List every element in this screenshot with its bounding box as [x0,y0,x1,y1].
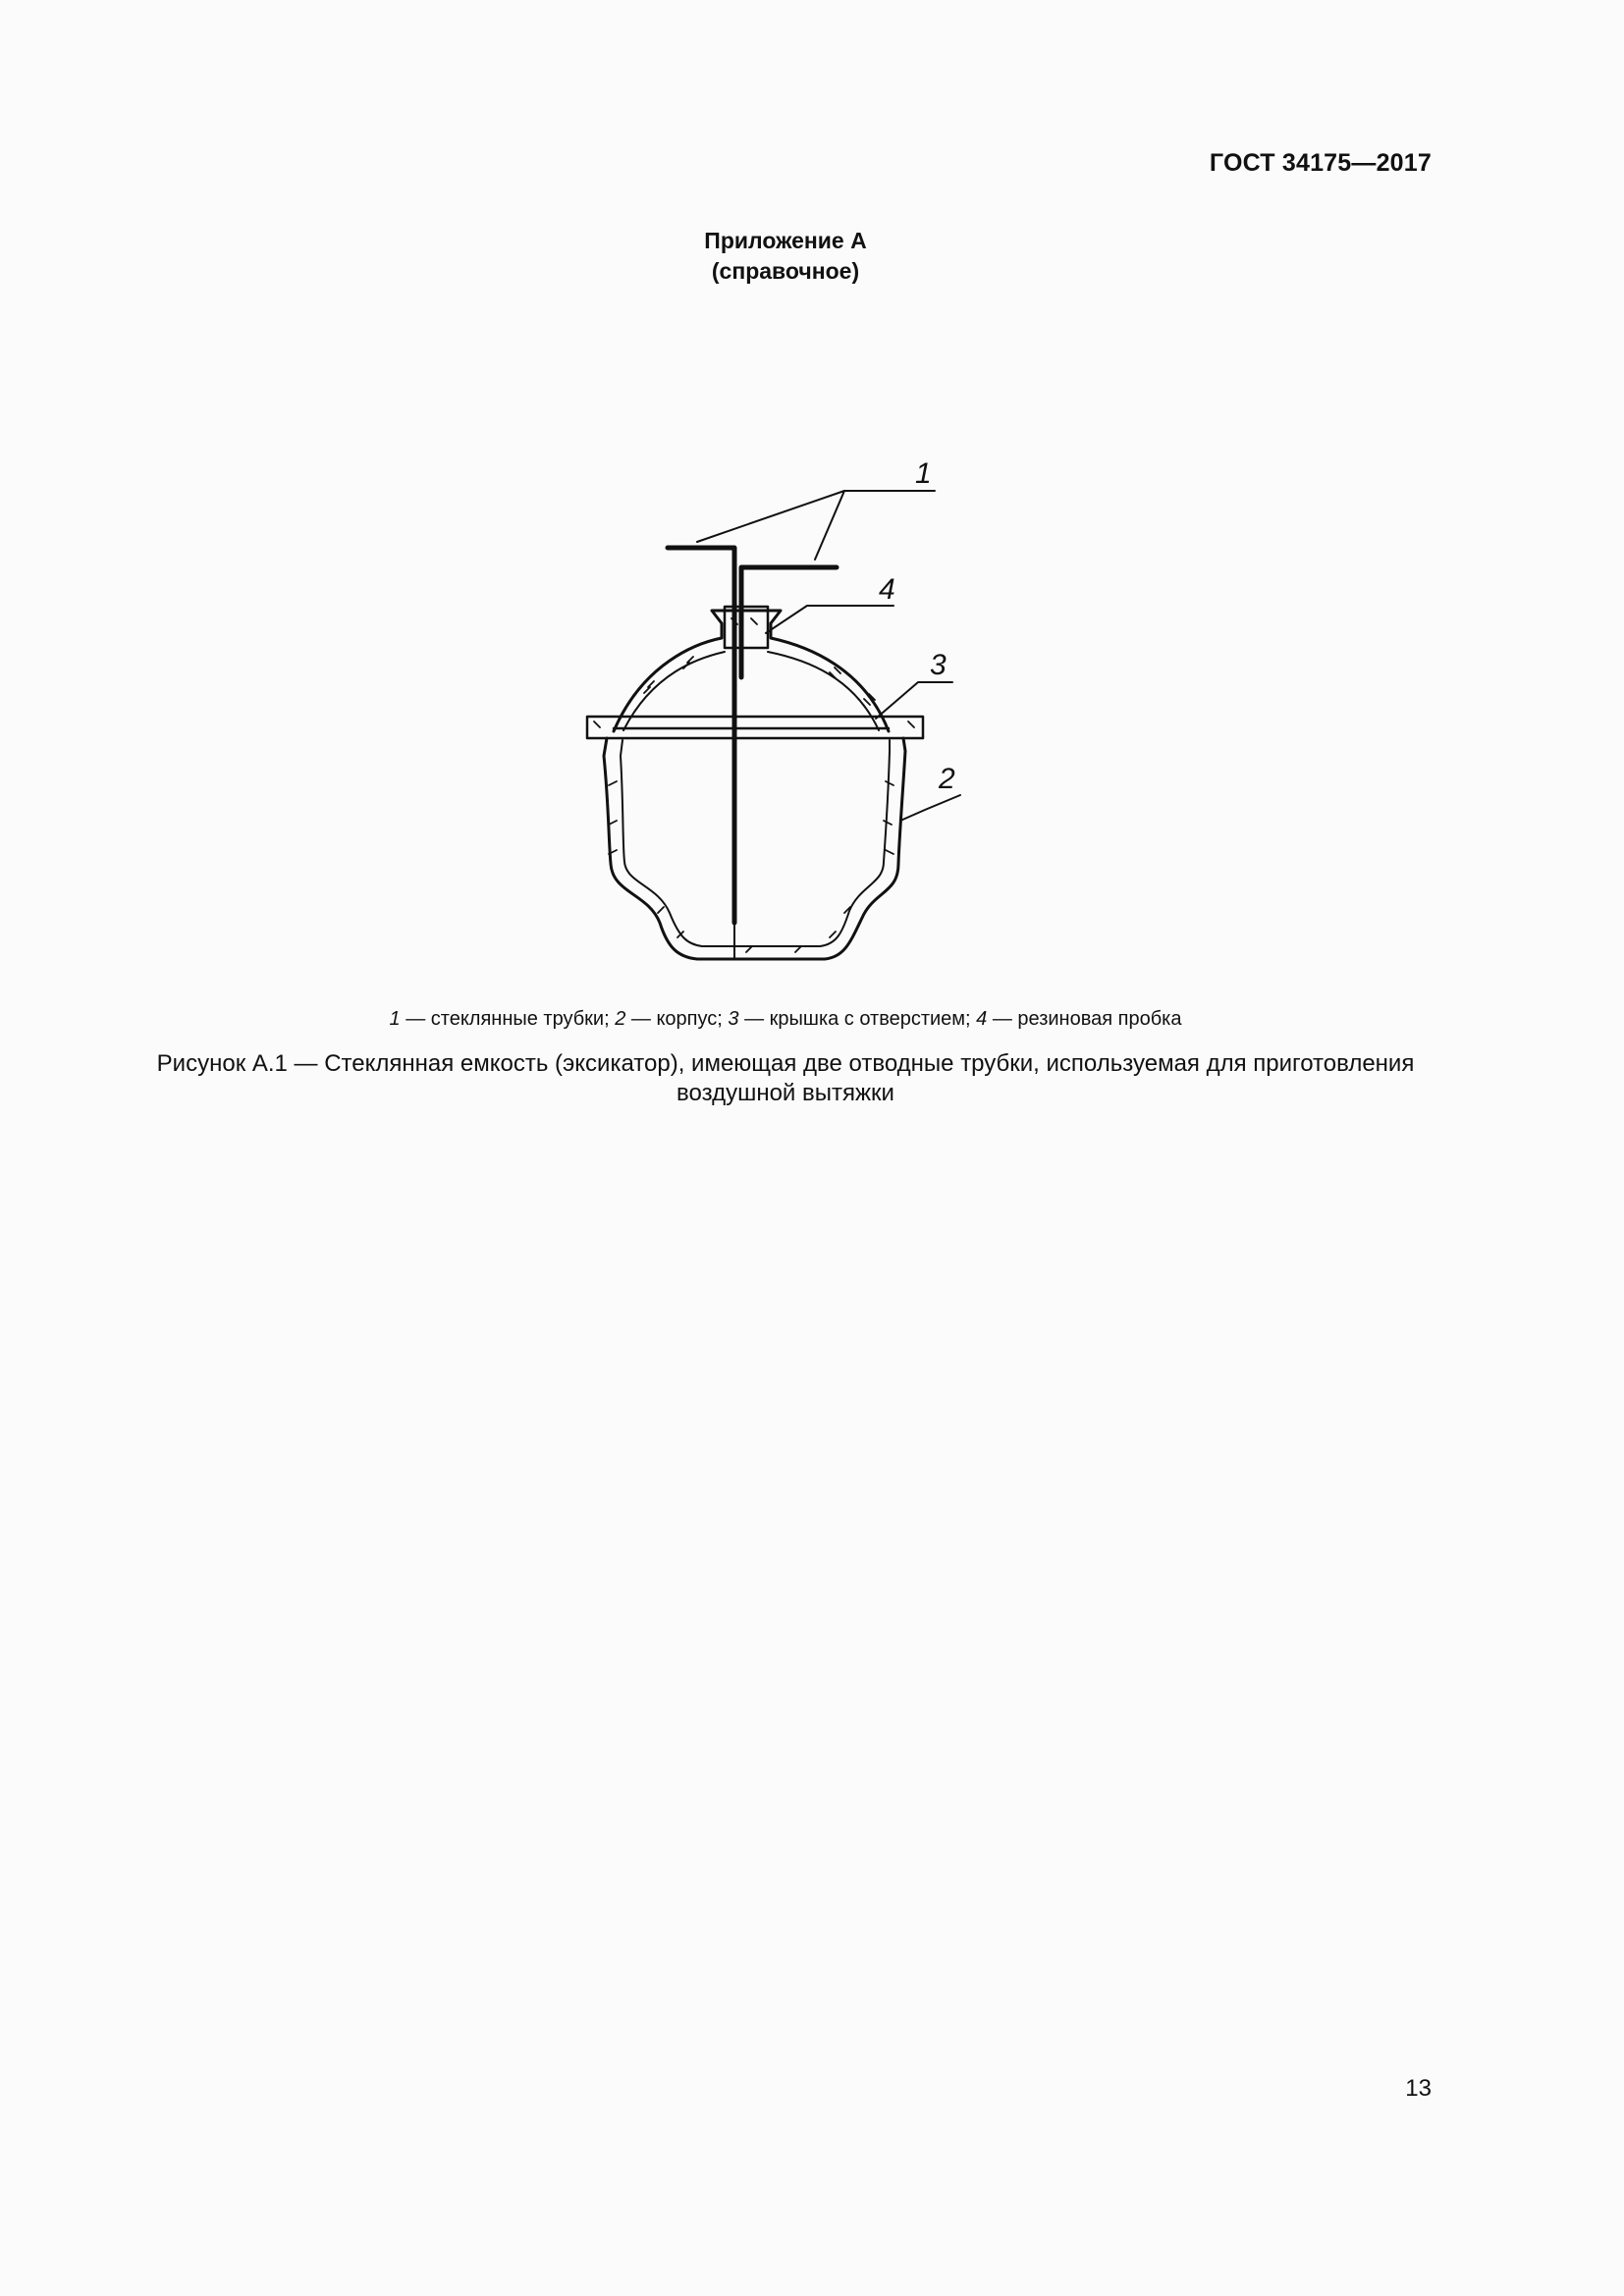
desiccator-figure [550,432,1001,982]
glass-tube-long [668,548,734,923]
caption-line-1: Рисунок А.1 — Стеклянная емкость (эксикатор), имеющая две отводные трубки, используемая для приготовления [156,1050,1415,1077]
body-inner [621,740,890,946]
figure-caption [98,1049,1473,1108]
annex-heading [0,226,1571,287]
legend-num-3: 3 [728,1008,739,1030]
caption-line-2: воздушной вытяжки [677,1080,894,1106]
leader-4 [766,606,893,633]
legend-text-3: — крышка с отверстием; [738,1008,977,1030]
legend-text-2: — корпус; [625,1008,729,1030]
legend-text-4: — резиновая пробка [987,1008,1182,1030]
legend-num-1: 1 [389,1008,401,1030]
figure-legend [0,1008,1571,1031]
leader-3 [876,682,952,719]
body-outline [604,738,905,959]
lid-outline [614,611,889,731]
document-standard-number: ГОСТ 34175—2017 [1209,149,1432,177]
annex-title: Приложение А [704,228,867,253]
callout-3: 3 [930,649,947,681]
leader-2 [900,795,960,821]
desiccator-drawing [550,432,1001,982]
annex-subtitle: (справочное) [711,258,860,284]
legend-num-2: 2 [615,1008,626,1030]
legend-num-4: 4 [976,1008,988,1030]
callout-4: 4 [879,573,895,606]
page-number: 13 [1405,2075,1432,2102]
callout-1: 1 [915,457,932,490]
callout-2: 2 [939,763,955,795]
lid-inner [623,652,879,730]
rubber-stopper [725,607,768,648]
legend-text-1: — стеклянные трубки; [400,1008,616,1030]
